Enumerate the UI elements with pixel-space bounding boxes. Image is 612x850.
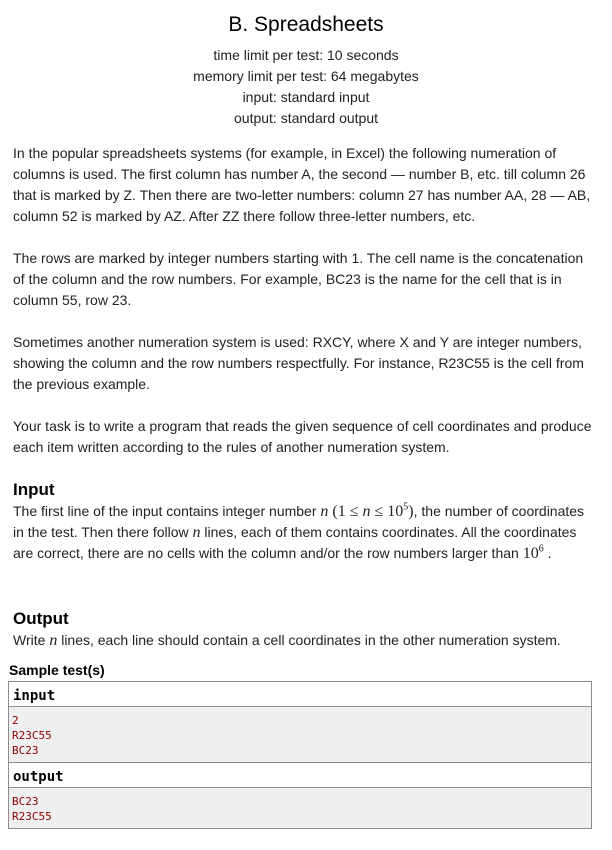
sample-tests-title: Sample test(s) bbox=[9, 662, 105, 678]
statement-paragraph-4: Your task is to write a program that reads the given sequence of cell coordinates and produce each item written according to the rules of another numeration system. bbox=[13, 418, 592, 455]
sample-output-line: BC23 bbox=[12, 795, 39, 808]
input-spec: input: standard input bbox=[242, 89, 370, 105]
problem-title: B. Spreadsheets bbox=[228, 13, 384, 36]
problem-header bbox=[0, 0, 612, 129]
statement-paragraph-3: Sometimes another numeration system is used: RXCY, where X and Y are integer numbers, showing the column and the row numbers respectfully. For instance, R23C55 is the cell from the previous example. bbox=[13, 334, 584, 392]
input-section bbox=[13, 479, 597, 564]
output-spec: output: standard output bbox=[234, 110, 378, 126]
sample-output-content[interactable] bbox=[9, 787, 591, 828]
sample-output-line: R23C55 bbox=[12, 810, 52, 823]
sample-input-line: BC23 bbox=[12, 744, 39, 757]
sample-input-line: 2 bbox=[12, 714, 19, 727]
output-section bbox=[13, 608, 597, 651]
statement-paragraph-1: In the popular spreadsheets systems (for example, in Excel) the following numeration of columns is used. The first column has number A, the second — number B, etc. till column 26 that is marked by Z. Then there are two-letter numbers: column 27 has number AA, 28 — AB, column 52 is marked by AZ. After ZZ there follow three-letter numbers, etc. bbox=[13, 145, 591, 224]
sample-test-box bbox=[8, 681, 592, 829]
sample-input-line: R23C55 bbox=[12, 729, 52, 742]
sample-input-label: input bbox=[9, 682, 591, 706]
output-section-text: Write n lines, each line should contain a cell coordinates in the other numeration system. bbox=[13, 632, 561, 649]
sample-input-content[interactable] bbox=[9, 706, 591, 763]
output-section-title: Output bbox=[13, 609, 69, 628]
input-section-title: Input bbox=[13, 480, 55, 499]
memory-limit: memory limit per test: 64 megabytes bbox=[193, 68, 419, 84]
time-limit: time limit per test: 10 seconds bbox=[213, 47, 399, 63]
statement-paragraph-2: The rows are marked by integer numbers starting with 1. The cell name is the concatenation of the column and the row numbers. For example, BC23 is the name for the cell that is in column 55, row 23. bbox=[13, 250, 584, 308]
sample-output-label: output bbox=[9, 763, 591, 787]
input-section-text: The first line of the input contains integer number n $(1 \le n \le 10^5)$, the number of coordinates in the test. Then there follow n lines, each of them contains coordinates. All the coordinates are correct, there are no cells with the column and/or the row numbers larger than $10^6$ . bbox=[13, 501, 585, 562]
